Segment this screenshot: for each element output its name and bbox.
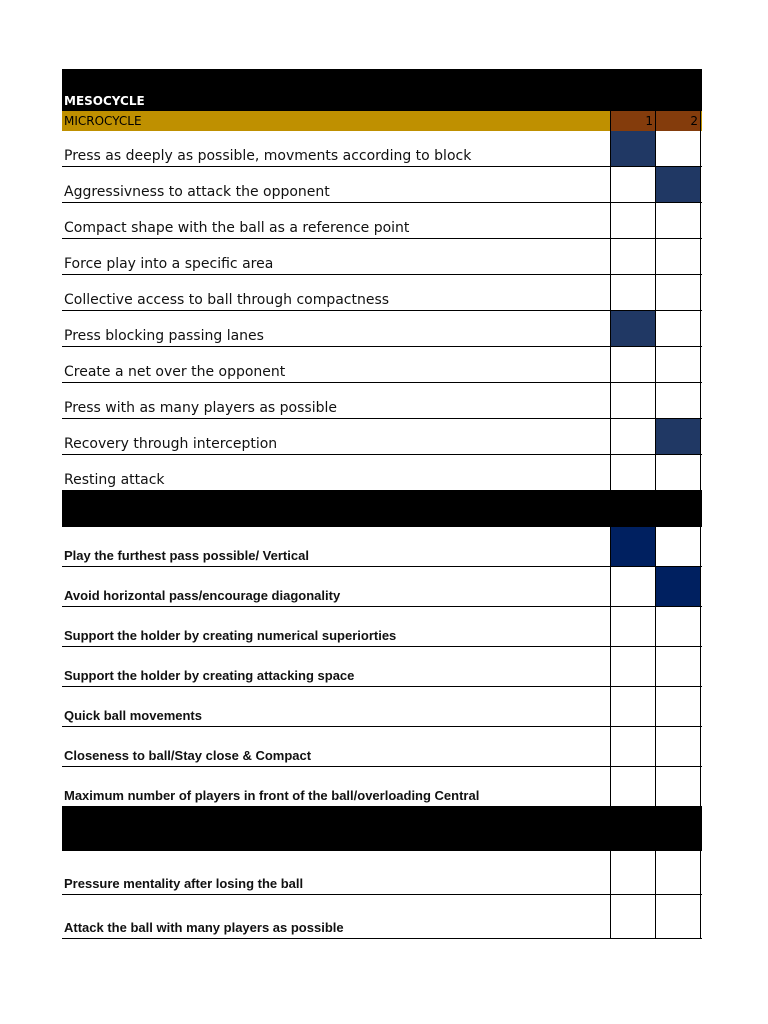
row-label: Press blocking passing lanes	[64, 328, 264, 344]
microcycle-1-cell[interactable]	[610, 203, 655, 238]
row-label: Recovery through interception	[64, 436, 278, 452]
microcycle-1-cell[interactable]	[610, 311, 655, 346]
microcycle-1-cell[interactable]	[610, 527, 655, 566]
microcycle-2-cell[interactable]	[655, 275, 701, 310]
mesocycle-cell-2[interactable]	[655, 69, 701, 111]
microcycle-1-cell[interactable]	[610, 131, 655, 166]
microcycle-1-cell[interactable]	[610, 455, 655, 490]
microcycle-number-2[interactable]: 2	[655, 111, 701, 131]
table-row	[62, 527, 702, 567]
row-label: Quick ball movements	[64, 708, 202, 723]
row-label: Support the holder by creating numerical superiorties	[64, 628, 397, 643]
microcycle-2-cell[interactable]	[655, 419, 701, 454]
microcycle-2-cell[interactable]	[655, 607, 701, 646]
microcycle-2-cell[interactable]	[655, 527, 701, 566]
microcycle-1-cell[interactable]	[610, 647, 655, 686]
microcycle-1-cell[interactable]	[610, 347, 655, 382]
microcycle-label: MICROCYCLE	[64, 114, 142, 128]
table-row	[62, 851, 702, 895]
microcycle-1-cell[interactable]	[610, 851, 655, 894]
table-row	[62, 167, 702, 203]
table-row	[62, 607, 702, 647]
microcycle-1-cell[interactable]	[610, 687, 655, 726]
microcycle-2-cell[interactable]	[655, 567, 701, 606]
table-row	[62, 347, 702, 383]
microcycle-2-cell[interactable]	[655, 311, 701, 346]
microcycle-1-cell[interactable]	[610, 419, 655, 454]
table-row	[62, 767, 702, 807]
row-label: Support the holder by creating attacking space	[64, 668, 355, 683]
microcycle-2-cell[interactable]	[655, 727, 701, 766]
section-defensive-pressing	[62, 131, 702, 491]
table-row	[62, 687, 702, 727]
microcycle-2-cell[interactable]	[655, 647, 701, 686]
table-row	[62, 275, 702, 311]
mesocycle-header-row	[62, 69, 702, 111]
section-separator	[62, 807, 702, 851]
table-row	[62, 419, 702, 455]
mesocycle-label: MESOCYCLE	[64, 94, 145, 108]
row-label: Collective access to ball through compactness	[64, 292, 390, 308]
microcycle-2-cell[interactable]	[655, 851, 701, 894]
table-row	[62, 895, 702, 939]
microcycle-1-cell[interactable]	[610, 383, 655, 418]
microcycle-header-row	[62, 111, 702, 131]
row-label: Closeness to ball/Stay close & Compact	[64, 748, 312, 763]
microcycle-number-1[interactable]: 1	[610, 111, 655, 131]
row-label: Force play into a specific area	[64, 256, 274, 272]
section-attacking-play	[62, 527, 702, 807]
table-row	[62, 239, 702, 275]
mesocycle-cell-1[interactable]	[610, 69, 655, 111]
microcycle-2-cell[interactable]	[655, 239, 701, 274]
microcycle-2-cell[interactable]	[655, 767, 701, 806]
microcycle-1-cell[interactable]	[610, 239, 655, 274]
microcycle-1-cell[interactable]	[610, 727, 655, 766]
table-row	[62, 455, 702, 491]
microcycle-2-cell[interactable]	[655, 687, 701, 726]
table-row	[62, 311, 702, 347]
table-row	[62, 383, 702, 419]
microcycle-1-cell[interactable]	[610, 607, 655, 646]
microcycle-2-cell[interactable]	[655, 167, 701, 202]
row-label: Create a net over the opponent	[64, 364, 286, 380]
microcycle-1-cell[interactable]	[610, 167, 655, 202]
microcycle-2-cell[interactable]	[655, 895, 701, 938]
table-row	[62, 727, 702, 767]
table-row	[62, 647, 702, 687]
table-row	[62, 567, 702, 607]
table-row	[62, 131, 702, 167]
row-label: Press with as many players as possible	[64, 400, 337, 416]
row-label: Pressure mentality after losing the ball	[64, 876, 304, 891]
table-row	[62, 203, 702, 239]
microcycle-1-cell[interactable]	[610, 567, 655, 606]
microcycle-2-cell[interactable]	[655, 383, 701, 418]
row-label: Compact shape with the ball as a reference point	[64, 220, 410, 236]
row-label: Avoid horizontal pass/encourage diagonality	[64, 588, 341, 603]
section-separator	[62, 491, 702, 527]
microcycle-2-cell[interactable]	[655, 455, 701, 490]
microcycle-1-cell[interactable]	[610, 767, 655, 806]
section-transition	[62, 851, 702, 939]
planning-sheet	[62, 69, 702, 939]
row-label: Attack the ball with many players as possible	[64, 920, 344, 935]
microcycle-1-cell[interactable]	[610, 275, 655, 310]
microcycle-1-cell[interactable]	[610, 895, 655, 938]
microcycle-2-cell[interactable]	[655, 131, 701, 166]
microcycle-2-cell[interactable]	[655, 347, 701, 382]
row-label: Press as deeply as possible, movments according to block	[64, 148, 472, 164]
row-label: Aggressivness to attack the opponent	[64, 184, 330, 200]
microcycle-2-cell[interactable]	[655, 203, 701, 238]
row-label: Maximum number of players in front of the ball/overloading Central	[64, 788, 480, 803]
row-label: Play the furthest pass possible/ Vertical	[64, 548, 309, 563]
row-label: Resting attack	[64, 472, 165, 488]
